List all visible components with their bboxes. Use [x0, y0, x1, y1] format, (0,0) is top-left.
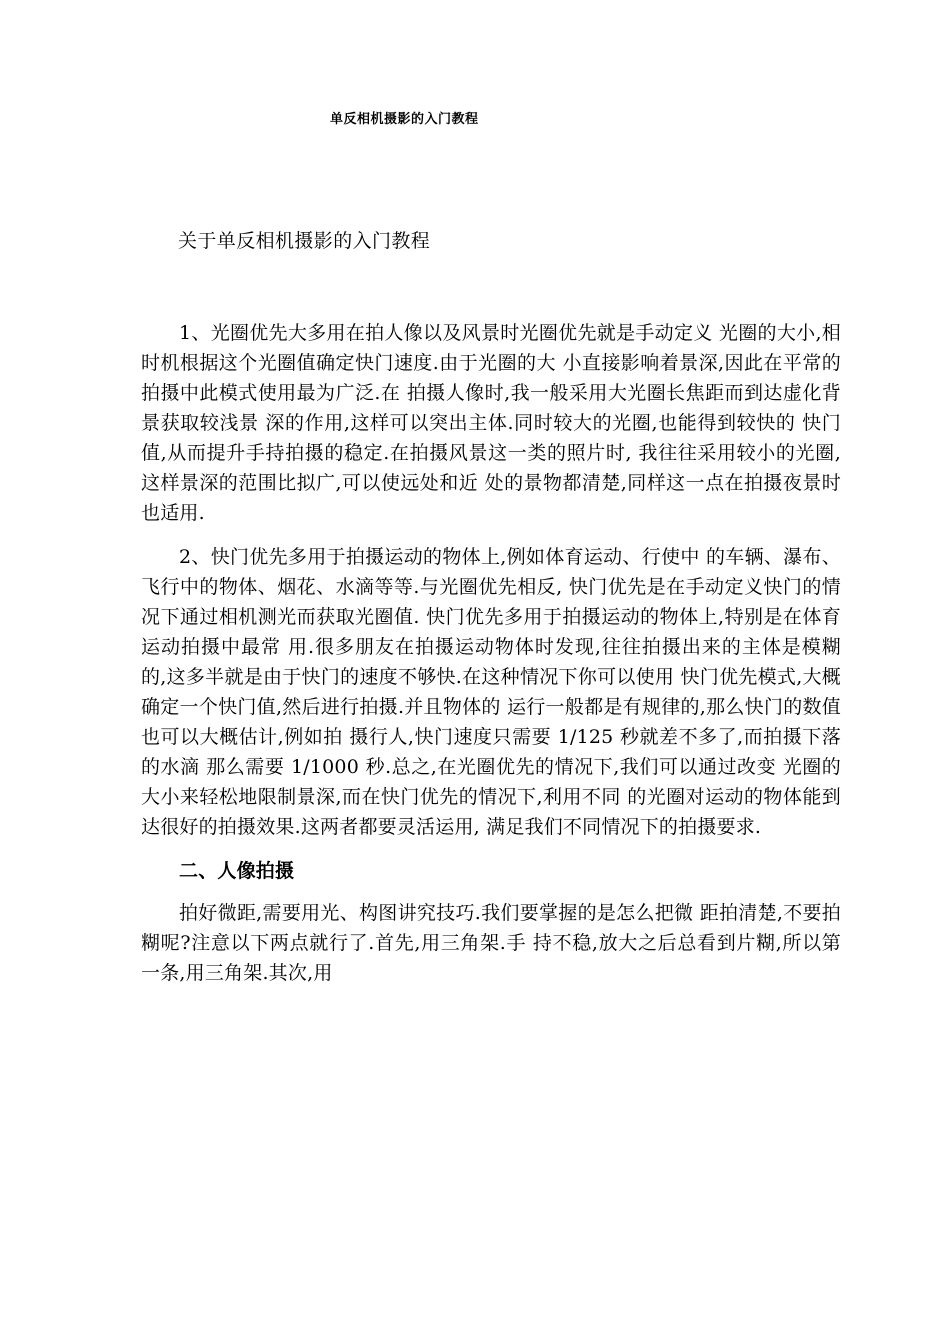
section-heading-portrait: 二、人像拍摄 — [179, 860, 295, 882]
paragraph-shutter-priority: 2、快门优先多用于拍摄运动的物体上,例如体育运动、行使中 的车辆、瀑布、飞行中的物体、烟花、水滴等等.与光圈优先相反, 快门优先是在手动定义快门的情况下通过相机测光而获取光圈值. 快门优先多用于拍摄运动的物体上,特别是在体育运动拍摄中最常 用.很多朋友在拍摄运动物体时发现,往往拍摄出来的主体是模糊 的,这多半就是由于快门的速度不够快.在这种情况下你可以使用 快门优先模式,大概确定一个快门值,然后进行拍摄.并且物体的 运行一般都是有规律的,那么快门的数值也可以大概估计,例如拍 摄行人,快门速度只需要 1/125 秒就差不多了,而拍摄下落的水滴 那么需要 1/1000 秒.总之,在光圈优先的情况下,我们可以通过改变 光圈的大小来轻松地限制景深,而在快门优先的情况下,利用不同 的光圈对运动的物体能到达很好的拍摄效果.这两者都要灵活运用, 满足我们不同情况下的拍摄要求. — [141, 546, 841, 838]
paragraph-macro: 拍好微距,需要用光、构图讲究技巧.我们要掌握的是怎么把微 距拍清楚,不要拍糊呢?注意以下两点就行了.首先,用三角架.手 持不稳,放大之后总看到片糊,所以第一条,用三角架.其次,用 — [141, 902, 841, 984]
document-body — [141, 318, 841, 1002]
paragraph-aperture-priority: 1、光圈优先大多用在拍人像以及风景时光圈优先就是手动定义 光圈的大小,相时机根据这个光圈值确定快门速度.由于光圈的大 小直接影响着景深,因此在平常的拍摄中此模式使用最为广泛.在 拍摄人像时,我一般采用大光圈长焦距而到达虚化背景获取较浅景 深的作用,这样可以突出主体.同时较大的光圈,也能得到较快的 快门值,从而提升手持拍摄的稳定.在拍摄风景这一类的照片时, 我往往采用较小的光圈,这样景深的范围比拟广,可以使远处和近 处的景物都清楚,同样这一点在拍摄夜景时也适用. — [141, 322, 841, 524]
page-header-title: 单反相机摄影的入门教程 — [330, 112, 479, 127]
document-title: 关于单反相机摄影的入门教程 — [178, 230, 431, 252]
